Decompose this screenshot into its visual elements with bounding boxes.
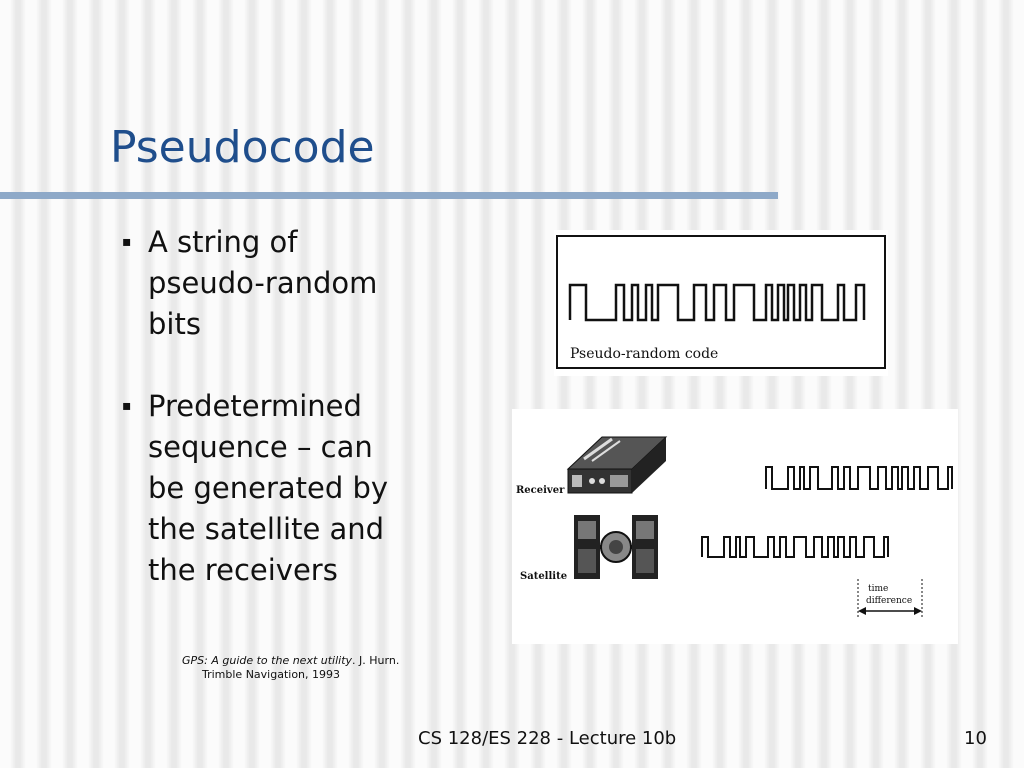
slide-title: Pseudocode bbox=[110, 122, 375, 173]
citation bbox=[182, 654, 399, 682]
footer-course: CS 128/ES 228 - Lecture 10b bbox=[418, 728, 677, 749]
bullet-marker-icon: ▪ bbox=[122, 234, 132, 250]
satellite-label: Satellite bbox=[520, 571, 568, 582]
citation-title: GPS: A guide to the next utility bbox=[182, 654, 353, 667]
page-number: 10 bbox=[964, 728, 987, 749]
bullet-text: A string of pseudo-random bits bbox=[148, 225, 378, 341]
receiver-code-waveform bbox=[766, 467, 952, 489]
citation-author: . J. Hurn. bbox=[352, 654, 400, 667]
satellite-code-waveform bbox=[702, 537, 888, 557]
bullet-list bbox=[122, 222, 452, 632]
pseudo-random-code-figure bbox=[554, 230, 888, 376]
receiver-label: Receiver bbox=[516, 485, 565, 496]
citation-publisher: Trimble Navigation, 1993 bbox=[202, 668, 341, 681]
figure1-caption: Pseudo-random code bbox=[570, 346, 719, 362]
bullet-text: Predetermined sequence – can be generated by the satellite and the receivers bbox=[148, 389, 389, 587]
time-difference-figure bbox=[512, 409, 958, 644]
bullet-item bbox=[122, 222, 452, 345]
receiver-icon bbox=[568, 437, 666, 493]
satellite-icon bbox=[574, 515, 658, 579]
time-label: time bbox=[868, 584, 889, 594]
title-divider bbox=[0, 192, 778, 199]
difference-label: difference bbox=[866, 596, 913, 606]
bullet-marker-icon: ▪ bbox=[122, 398, 132, 414]
bullet-item bbox=[122, 386, 452, 591]
